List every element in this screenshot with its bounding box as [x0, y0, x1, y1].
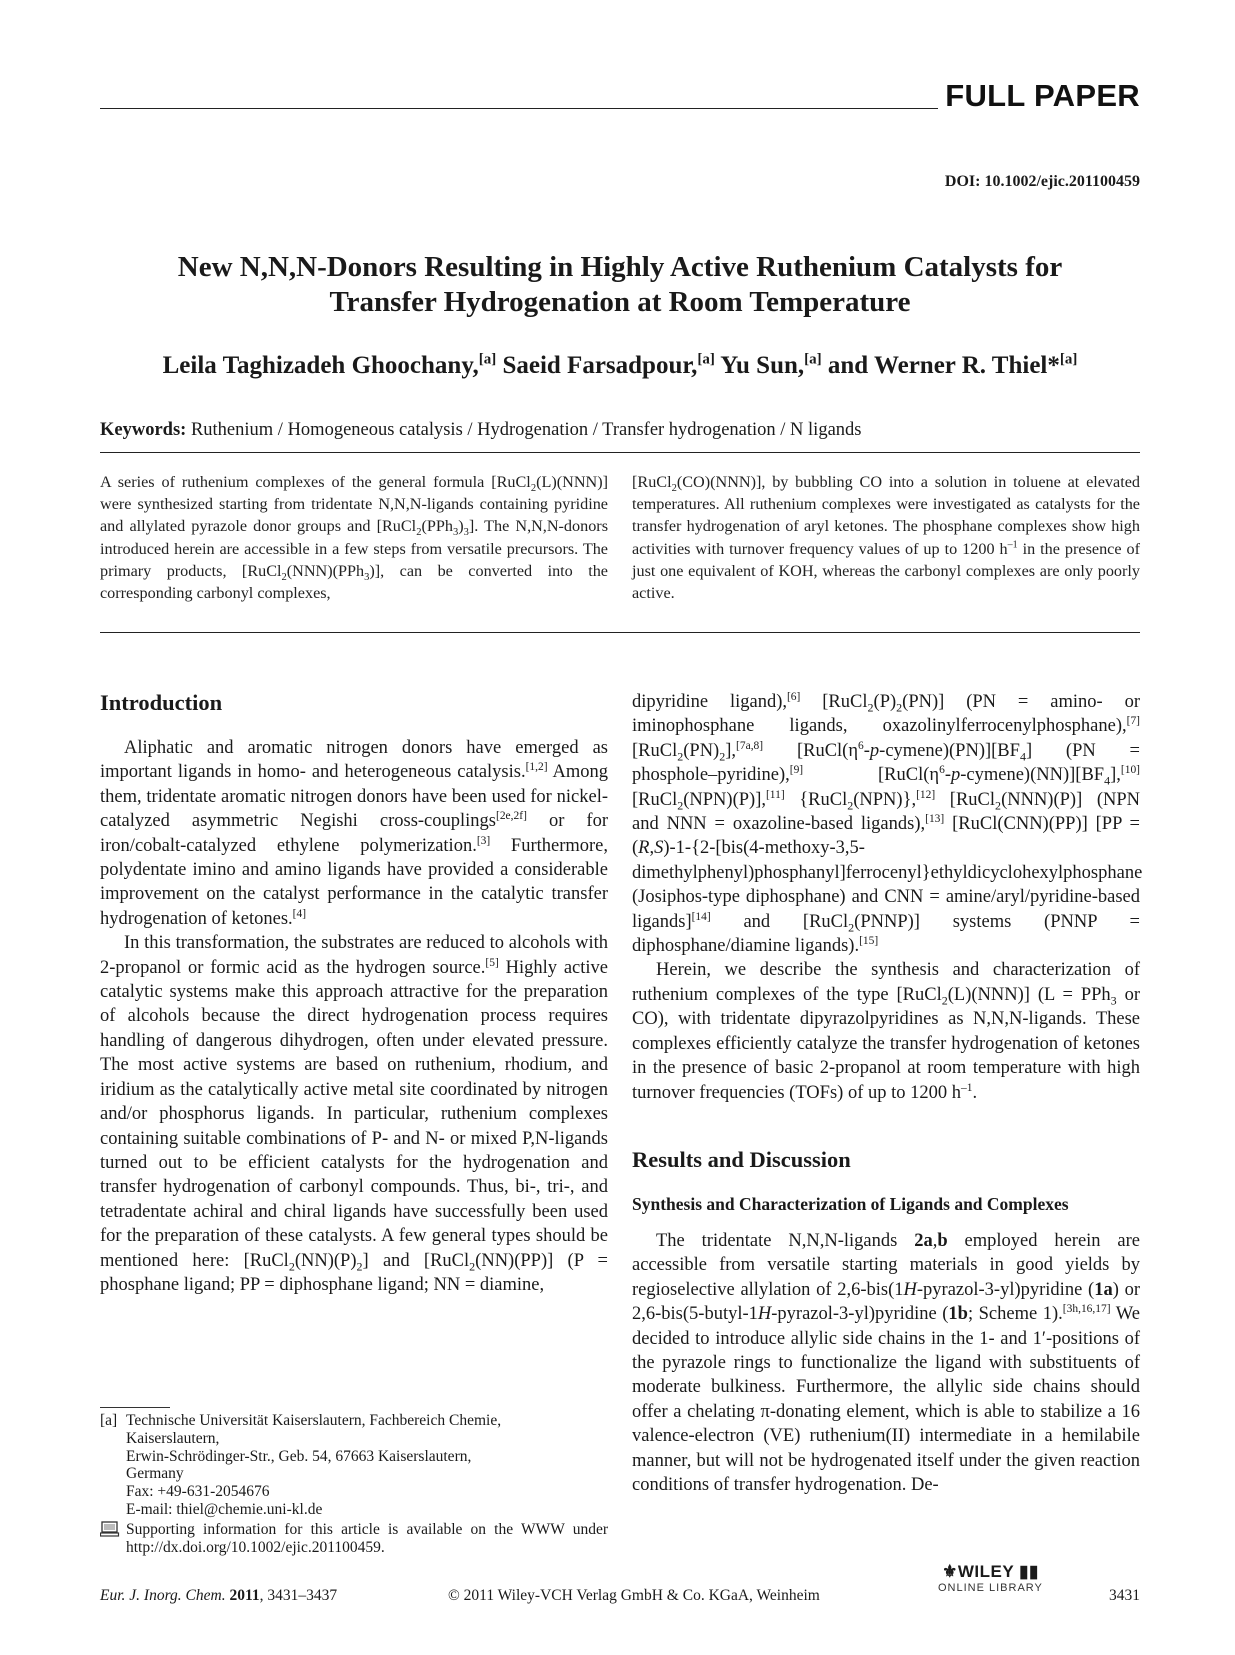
abstract-rule — [100, 632, 1140, 633]
supporting-info-text: Supporting information for this article is available on the WWW under http://dx.doi.org/10.1002/ejic.201100459. — [126, 1520, 608, 1556]
publisher-library: ONLINE LIBRARY — [938, 1582, 1043, 1594]
footnote-tag: [a] — [100, 1412, 118, 1429]
paragraph: Aliphatic and aromatic nitrogen donors have emerged as important ligands in homo- and heterogeneous catalysis.[1,2] Among them, tridentate aromatic nitrogen donors have been used for nickel-catalyzed asymmetric Negishi cross-couplings[2e,2f] or for iron/cobalt-catalyzed ethylene polymerization.[3] Furthermore, polydentate imino and amino ligands have provided a considerable improvement on the catalyst performance in the catalytic transfer hydrogenation of ketones.[4] — [100, 738, 608, 929]
footer-citation — [100, 1587, 337, 1605]
abstract-column-left: A series of ruthenium complexes of the general formula [RuCl$_2$(L)(NNN)] were synthesized starting from tridentate N,N,N-ligands containing pyridine and allylated pyrazole donor groups and $[RuCl_2(PPh_3)_3]$. The N,N,N-donors introduced herein are accessible in a few steps from versatile precursors. The primary products, [RuCl$_2$(NNN)(PPh$_3$)], can be converted into the corresponding carbonyl complexes, — [100, 473, 608, 603]
column-right — [632, 690, 1143, 1497]
paragraph: The tridentate N,N,N-ligands 2a,b employed herein are accessible from versatile starting materials in good yields by regioselective allylation of 2,6-bis(1H-pyrazol-3-yl)pyridine (1a) or 2,6-bis(5-butyl-1H-pyrazol-3-yl)pyridine (1b; Scheme 1).[3h,16,17] We decided to introduce allylic side chains in the 1- and 1′-positions of the pyrazole rings to functionalize the ligand with substituents of moderate bulkiness. Furthermore, the allylic side chains should offer a chelating π-donating element, which is able to stabilize a 16 valence-electron (VE) ruthenium(II) intermediate in a hemilabile manner, but will not be hydrogenated itself under the given reaction conditions of transfer hydrogenation. De- — [632, 1230, 1141, 1495]
column-left — [100, 690, 608, 1297]
footnote-line: Kaiserslautern, — [126, 1429, 220, 1447]
doi: DOI: 10.1002/ejic.201100459 — [944, 173, 1140, 190]
header-rule — [100, 108, 938, 109]
affiliation-mark: [a] — [1059, 351, 1078, 368]
affiliation-mark: [a] — [478, 351, 497, 368]
affiliation-footnote — [100, 1412, 608, 1519]
section-label: FULL PAPER — [945, 78, 1140, 113]
footnote-line: Technische Universität Kaiserslautern, Fachbereich Chemie, — [126, 1412, 502, 1429]
publisher-name: WILEY — [957, 1562, 1014, 1581]
paper-title — [100, 250, 1140, 320]
footnote-line: E-mail: thiel@chemie.uni-kl.de — [126, 1500, 323, 1518]
keywords-list: Ruthenium / Homogeneous catalysis / Hydrogenation / Transfer hydrogenation / N ligands — [190, 420, 862, 440]
supporting-info-footnote — [100, 1521, 608, 1557]
footnote-line: Erwin-Schrödinger-Str., Geb. 54, 67663 Kaiserslautern, — [126, 1447, 472, 1465]
keywords-rule — [100, 452, 1140, 453]
keywords — [100, 420, 862, 441]
paragraph: dipyridine ligand),[6] $[RuCl_2(P)_2(PN)] (PN = amino-$ or iminophosphane ligands, oxazolinylferrocenylphosphane),[7] $[RuCl_2(PN)_2],[7a,8]$ $[RuCl(\eta^6-p-cymene)(PN)][BF_4] (PN$ = phosphole–pyridine),[9] $[RuCl(\eta^6-p-cymene)(NN)][BF_4],[10]$ [RuCl$_2$(NPN)(P)],[11] {RuCl$_2$(NPN)},[12] [RuCl$_2$(NNN)(P)] (NPN and NNN = oxazoline-based ligands),[13] [RuCl(CNN)(PP)] [PP = (R,S)-1-{2-[bis(4-methoxy-3,5-dimethylphenyl)phosphanyl]ferrocenyl}ethyldicyclohexylphosphane (Josiphos-type diphosphane) and CNN = amine/aryl/pyridine-based ligands][14] and [RuCl$_2$(PNNP)] systems (PNNP = diphosphane/diamine ligands).[15] — [632, 690, 1143, 957]
affiliation-mark: [a] — [697, 351, 715, 368]
abstract-column-right: [RuCl$_2$(CO)(NNN)], by bubbling CO into a solution in toluene at elevated temperatures. All ruthenium complexes were investigated as catalysts for the transfer hydrogenation of aryl ketones. The phosphane complexes show high activities with turnover frequency values of up to 1200 $h^{-1}$ in the presence of just one equivalent of KOH, whereas the carbonyl complexes are only poorly active. — [632, 473, 1140, 603]
keywords-label: Keywords: — [100, 420, 187, 440]
wiley-mark-icon: ⚜ — [942, 1562, 958, 1581]
footnotes — [100, 1412, 608, 1556]
footnote-line: Germany — [126, 1465, 184, 1483]
affiliation-mark: [a] — [804, 351, 822, 368]
wiley-logo — [938, 1562, 1043, 1594]
journal-year: 2011 — [229, 1587, 260, 1604]
footer-copyright: © 2011 Wiley-VCH Verlag GmbH & Co. KGaA, Weinheim — [448, 1587, 820, 1604]
book-icon: ▮▮ — [1013, 1562, 1039, 1581]
author-4: and Werner R. Thiel* — [827, 352, 1060, 379]
heading-introduction: Introduction — [100, 690, 223, 715]
page-number: 3431 — [1109, 1587, 1140, 1604]
footnote-line: Fax: +49-631-2054676 — [126, 1483, 270, 1501]
paragraph: In this transformation, the substrates are reduced to alcohols with 2-propanol or formic acid as the hydrogen source.[5] Highly active catalytic systems make this approach attractive for the preparation of alcohols because the direct hydrogenation process requires handling of dangerous dihydrogen, often under elevated pressure. The most active systems are based on ruthenium, rhodium, and iridium as the catalytically active metal site coordinated by nitrogen and/or phosphorus ligands. In particular, ruthenium complexes containing suitable combinations of P- and N- or mixed P,N-ligands turned out to be efficient catalysts for the hydrogenation and transfer hydrogenation of carbonyl compounds. Thus, bi-, tri-, and tetradentate achiral and chiral ligands have successfully been used for the preparation of these catalysts. A few general types should be mentioned here: $[RuCl_2(NN)(P)_2]$ and [RuCl$_2$(NN)(PP)] (P = phosphane ligand; PP = diphosphane ligand; NN = diamine, — [100, 933, 608, 1295]
authors — [100, 352, 1140, 380]
author-2: Saeid Farsadpour, — [502, 352, 698, 379]
computer-icon — [100, 1521, 126, 1557]
author-1: Leila Taghizadeh Ghoochany, — [162, 352, 479, 379]
heading-results: Results and Discussion — [632, 1146, 851, 1172]
journal-pages: , 3431–3437 — [259, 1587, 338, 1604]
footnote-rule — [100, 1407, 170, 1408]
title-line-1: New N,N,N-Donors Resulting in Highly Active Ruthenium Catalysts for — [177, 251, 1063, 283]
journal-name: Eur. J. Inorg. Chem. — [100, 1587, 226, 1604]
subheading-synthesis: Synthesis and Characterization of Ligands and Complexes — [632, 1193, 1069, 1214]
paragraph: Herein, we describe the synthesis and characterization of ruthenium complexes of the type [RuCl$_2$(L)(NNN)] (L = PPh$_3$ or CO), with tridentate dipyrazolpyridines as N,N,N-ligands. These complexes efficiently catalyze the transfer hydrogenation of ketones in the presence of basic 2-propanol at room temperature with high turnover frequencies (TOFs) of up to 1200 $h^{-1}$. — [632, 960, 1140, 1103]
author-3: Yu Sun, — [720, 352, 805, 379]
title-line-2: Transfer Hydrogenation at Room Temperature — [329, 286, 911, 318]
